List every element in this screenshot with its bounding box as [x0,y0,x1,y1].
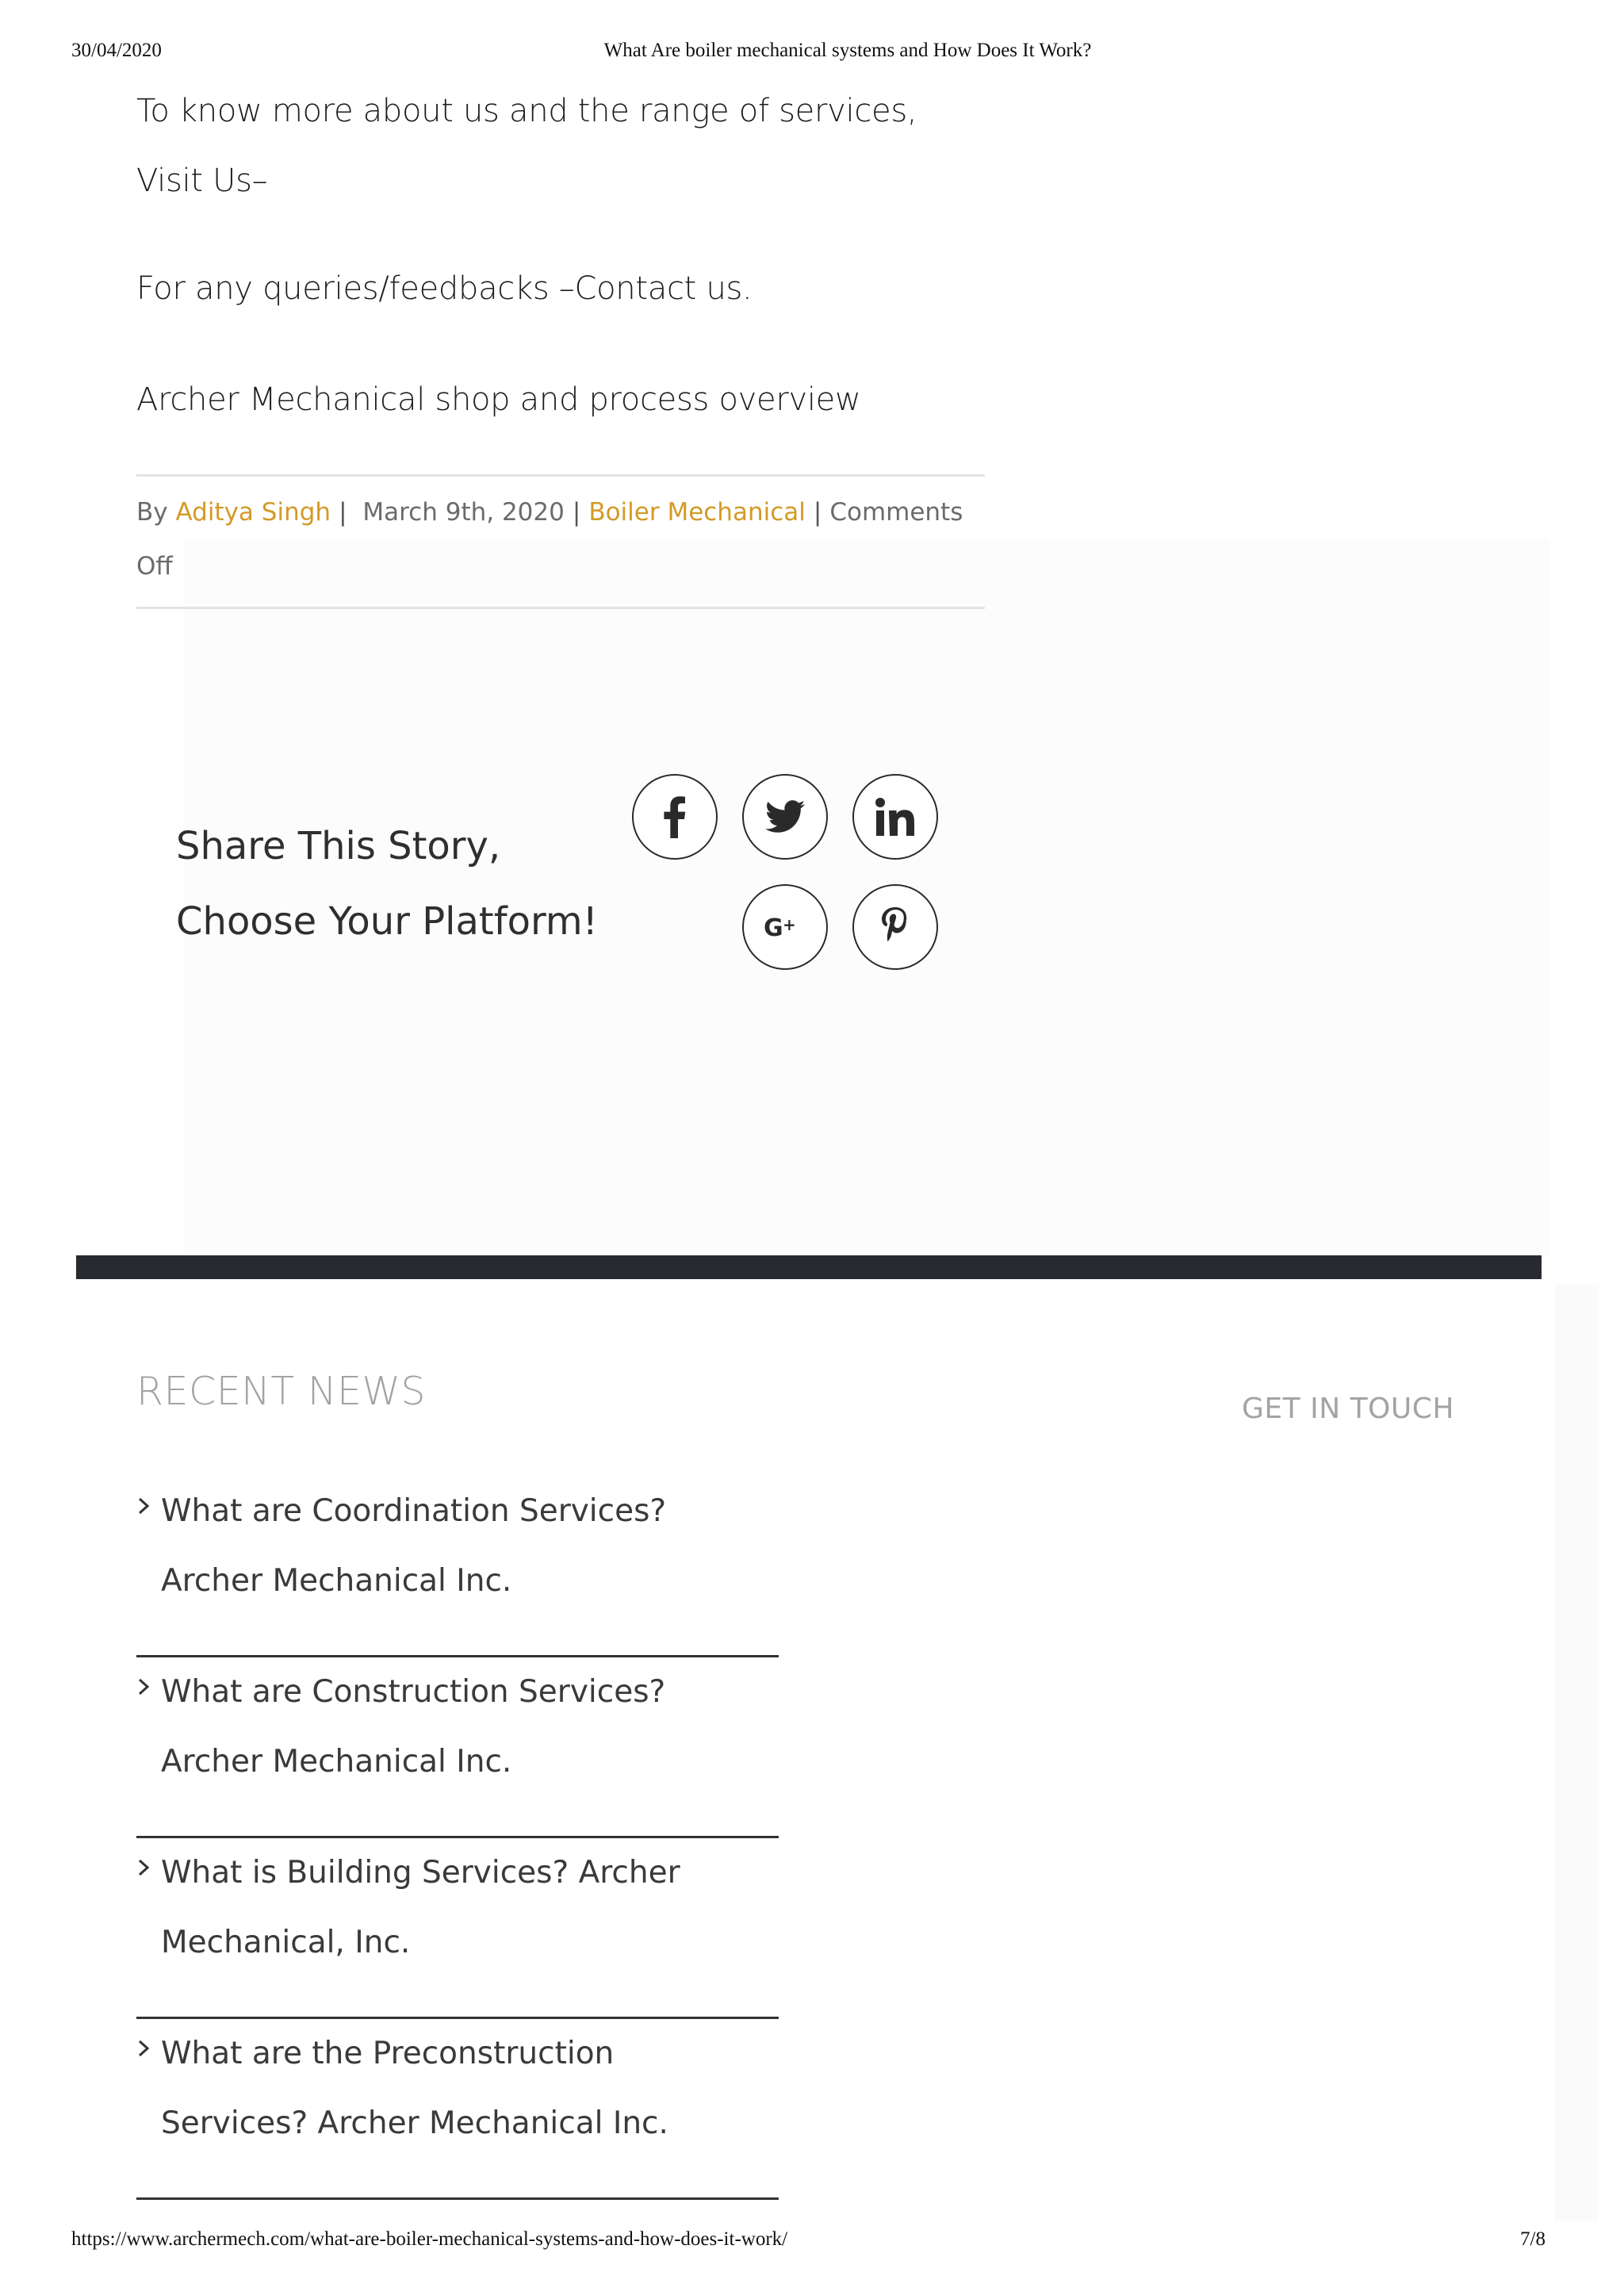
news-link[interactable]: What are Coordination Services? Archer Mechanical Inc. [161,1493,667,1599]
chevron-right-icon [136,1494,152,1518]
chevron-right-icon [136,1856,152,1879]
share-story-title: Share This Story, Choose Your Platform! [176,824,598,944]
linkedin-share-button[interactable] [852,774,938,860]
facebook-share-button[interactable] [632,774,718,860]
news-link[interactable]: What are the Preconstruction Services? Archer Mechanical Inc. [161,2036,668,2141]
chevron-right-icon [136,1675,152,1699]
google-plus-share-button[interactable] [742,884,828,970]
comments-status: Comments Off [136,498,963,580]
overview-text: Archer Mechanical shop and process overview [136,381,861,418]
meta-divider-top [136,474,985,477]
list-item[interactable] [136,1657,779,1838]
recent-news-list [136,1477,779,2200]
meta-separator: | [813,498,822,527]
svg-text:+: + [783,915,796,934]
meta-separator: | [339,498,347,527]
news-link[interactable]: What are Construction Services? Archer Mechanical Inc. [161,1674,666,1780]
contact-us-text: For any queries/feedbacks –Contact us. [136,270,753,307]
print-header [0,40,1624,67]
recent-news-heading: RECENT NEWS [136,1369,427,1414]
get-in-touch-heading: GET IN TOUCH [1242,1393,1454,1425]
print-date: 30/04/2020 [71,40,162,61]
linkedin-icon [875,798,915,836]
category-link[interactable]: Boiler Mechanical [588,498,806,527]
list-item[interactable] [136,2019,779,2200]
print-footer [0,2228,1624,2255]
by-label: By [136,498,168,527]
meta-divider-bottom [136,607,985,609]
print-page-title: What Are boiler mechanical systems and How Does It Work? [603,40,1092,61]
right-edge-panel [1554,1285,1599,2220]
print-page-number: 7/8 [1520,2228,1545,2250]
list-item[interactable] [136,1477,779,1657]
post-meta [136,485,993,593]
google-plus-icon [764,914,806,941]
pinterest-icon [879,905,911,949]
twitter-share-button[interactable] [742,774,828,860]
pinterest-share-button[interactable] [852,884,938,970]
post-date: March 9th, 2020 [362,498,565,527]
meta-separator: | [572,498,581,527]
visit-us-text: To know more about us and the range of services, Visit Us– [136,93,917,199]
twitter-icon [765,800,805,833]
news-link[interactable]: What is Building Services? Archer Mechanical, Inc. [161,1855,680,1960]
footer-top-bar [76,1255,1542,1279]
facebook-icon [663,795,687,838]
print-url: https://www.archermech.com/what-are-boiler-mechanical-systems-and-how-does-it-work/ [71,2228,788,2250]
author-link[interactable]: Aditya Singh [175,498,331,527]
chevron-right-icon [136,2036,152,2060]
svg-text:G: G [764,914,783,941]
list-item[interactable] [136,1838,779,2019]
